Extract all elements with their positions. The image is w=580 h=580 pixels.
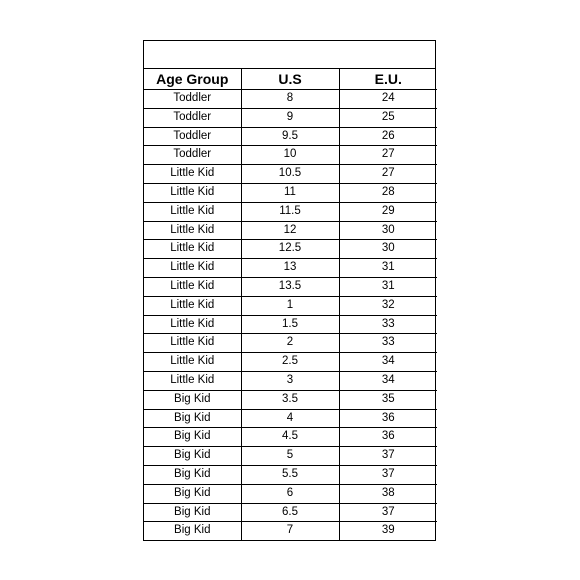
header-age-group: Age Group	[144, 69, 241, 90]
table-row	[144, 428, 437, 447]
cell-age-group: Big Kid	[144, 409, 241, 428]
cell-age-group: Toddler	[144, 127, 241, 146]
table-row	[144, 390, 437, 409]
table-row	[144, 165, 437, 184]
cell-eu-size: 36	[339, 409, 437, 428]
table-body	[144, 90, 437, 541]
cell-us-size: 3.5	[241, 390, 339, 409]
cell-age-group: Little Kid	[144, 277, 241, 296]
table-row	[144, 127, 437, 146]
cell-age-group: Little Kid	[144, 183, 241, 202]
cell-age-group: Little Kid	[144, 240, 241, 259]
cell-eu-size: 33	[339, 315, 437, 334]
cell-age-group: Little Kid	[144, 315, 241, 334]
cell-us-size: 9	[241, 108, 339, 127]
table-row	[144, 484, 437, 503]
cell-eu-size: 33	[339, 334, 437, 353]
cell-us-size: 5	[241, 447, 339, 466]
cell-eu-size: 35	[339, 390, 437, 409]
cell-us-size: 6.5	[241, 503, 339, 522]
cell-eu-size: 28	[339, 183, 437, 202]
cell-us-size: 10.5	[241, 165, 339, 184]
cell-us-size: 5.5	[241, 465, 339, 484]
cell-us-size: 11.5	[241, 202, 339, 221]
table-row	[144, 353, 437, 372]
table-row	[144, 146, 437, 165]
cell-us-size: 10	[241, 146, 339, 165]
table-row	[144, 240, 437, 259]
table-row	[144, 409, 437, 428]
cell-us-size: 12.5	[241, 240, 339, 259]
cell-us-size: 9.5	[241, 127, 339, 146]
cell-eu-size: 34	[339, 353, 437, 372]
cell-eu-size: 29	[339, 202, 437, 221]
cell-eu-size: 24	[339, 90, 437, 109]
cell-eu-size: 30	[339, 221, 437, 240]
cell-age-group: Big Kid	[144, 428, 241, 447]
cell-age-group: Big Kid	[144, 390, 241, 409]
cell-age-group: Toddler	[144, 108, 241, 127]
cell-us-size: 7	[241, 522, 339, 540]
cell-us-size: 6	[241, 484, 339, 503]
cell-age-group: Little Kid	[144, 296, 241, 315]
cell-eu-size: 31	[339, 259, 437, 278]
table-row	[144, 183, 437, 202]
table-row	[144, 465, 437, 484]
size-chart-table	[144, 69, 437, 540]
table-row	[144, 259, 437, 278]
cell-eu-size: 30	[339, 240, 437, 259]
size-chart-table-container	[143, 40, 436, 541]
cell-us-size: 2.5	[241, 353, 339, 372]
table-row	[144, 334, 437, 353]
table-row	[144, 108, 437, 127]
cell-eu-size: 25	[339, 108, 437, 127]
table-row	[144, 503, 437, 522]
cell-us-size: 4	[241, 409, 339, 428]
cell-age-group: Big Kid	[144, 447, 241, 466]
table-row	[144, 522, 437, 540]
table-row	[144, 447, 437, 466]
cell-us-size: 2	[241, 334, 339, 353]
cell-eu-size: 38	[339, 484, 437, 503]
cell-age-group: Little Kid	[144, 221, 241, 240]
cell-age-group: Little Kid	[144, 353, 241, 372]
cell-age-group: Big Kid	[144, 465, 241, 484]
cell-age-group: Little Kid	[144, 334, 241, 353]
cell-us-size: 12	[241, 221, 339, 240]
cell-eu-size: 27	[339, 146, 437, 165]
cell-eu-size: 37	[339, 465, 437, 484]
cell-eu-size: 39	[339, 522, 437, 540]
cell-us-size: 8	[241, 90, 339, 109]
table-row	[144, 315, 437, 334]
cell-age-group: Toddler	[144, 90, 241, 109]
cell-eu-size: 26	[339, 127, 437, 146]
cell-us-size: 3	[241, 371, 339, 390]
cell-age-group: Little Kid	[144, 165, 241, 184]
table-row	[144, 221, 437, 240]
cell-age-group: Little Kid	[144, 202, 241, 221]
cell-eu-size: 34	[339, 371, 437, 390]
cell-us-size: 11	[241, 183, 339, 202]
header-row	[144, 69, 437, 90]
cell-us-size: 13.5	[241, 277, 339, 296]
table-row	[144, 371, 437, 390]
cell-age-group: Little Kid	[144, 371, 241, 390]
header-eu-size: E.U.	[339, 69, 437, 90]
cell-age-group: Big Kid	[144, 484, 241, 503]
cell-eu-size: 27	[339, 165, 437, 184]
cell-us-size: 1	[241, 296, 339, 315]
header-us-size: U.S	[241, 69, 339, 90]
cell-eu-size: 36	[339, 428, 437, 447]
cell-us-size: 1.5	[241, 315, 339, 334]
cell-eu-size: 37	[339, 447, 437, 466]
cell-age-group: Big Kid	[144, 503, 241, 522]
table-row	[144, 90, 437, 109]
table-title-row	[144, 41, 435, 69]
cell-eu-size: 32	[339, 296, 437, 315]
cell-eu-size: 31	[339, 277, 437, 296]
cell-age-group: Toddler	[144, 146, 241, 165]
cell-us-size: 13	[241, 259, 339, 278]
cell-us-size: 4.5	[241, 428, 339, 447]
table-row	[144, 296, 437, 315]
table-row	[144, 202, 437, 221]
cell-age-group: Little Kid	[144, 259, 241, 278]
table-row	[144, 277, 437, 296]
cell-age-group: Big Kid	[144, 522, 241, 540]
cell-eu-size: 37	[339, 503, 437, 522]
